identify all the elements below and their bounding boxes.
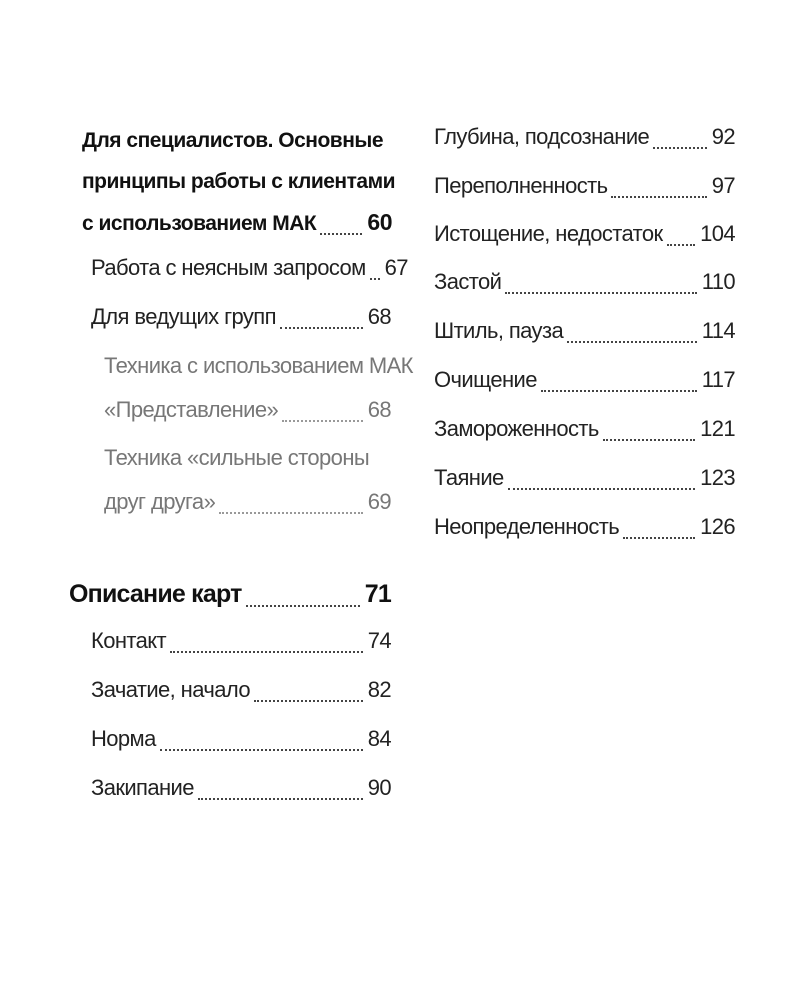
page-number: 60	[367, 209, 392, 235]
toc-entry-label: принципы работы с клиентами	[82, 170, 396, 193]
toc-entry-label: Работа с неясным запросом	[91, 255, 366, 280]
toc-entry-stagnation[interactable]	[434, 269, 735, 295]
page-number: 117	[701, 367, 735, 392]
toc-entry-label: Застой	[434, 269, 502, 294]
dot-leader	[282, 420, 363, 422]
toc-entry-conception[interactable]	[91, 677, 391, 703]
page-number: 123	[700, 465, 735, 490]
toc-entry-group-leaders[interactable]	[91, 304, 391, 330]
page-number: 68	[367, 304, 391, 329]
toc-entry-depth[interactable]	[434, 124, 735, 150]
toc-entry-label: Для ведущих групп	[91, 304, 276, 329]
toc-entry-label: Таяние	[434, 465, 504, 490]
toc-entry-calm[interactable]	[434, 318, 735, 344]
toc-entry-label: Техника с использованием МАК	[104, 353, 413, 378]
toc-entry-thawing[interactable]	[434, 465, 735, 491]
toc-entry-label: с использованием МАК	[82, 212, 317, 235]
dot-leader	[160, 749, 363, 751]
page-number: 126	[700, 514, 735, 539]
page-number: 90	[367, 775, 391, 800]
toc-entry-label: Замороженность	[434, 416, 599, 441]
toc-entry-uncertainty[interactable]	[434, 514, 735, 540]
page-number: 67	[384, 255, 408, 280]
toc-entry-label: Норма	[91, 726, 156, 751]
toc-entry-label: Техника «сильные стороны	[104, 445, 370, 470]
toc-entry-label: Закипание	[91, 775, 194, 800]
toc-entry-label: Зачатие, начало	[91, 677, 250, 702]
dot-leader	[280, 327, 363, 329]
page-number: 84	[367, 726, 391, 751]
page-number: 114	[701, 318, 735, 343]
dot-leader	[567, 341, 697, 343]
dot-leader	[653, 147, 707, 149]
toc-entry-technique-presentation[interactable]	[104, 344, 413, 432]
toc-entry-cleansing[interactable]	[434, 367, 735, 393]
dot-leader	[246, 605, 360, 607]
page-number: 110	[701, 269, 735, 294]
dot-leader	[623, 537, 695, 539]
dot-leader	[254, 700, 363, 702]
dot-leader	[370, 278, 380, 280]
dot-leader	[320, 233, 362, 235]
toc-entry-unclear-request[interactable]	[91, 255, 408, 281]
toc-entry-frozenness[interactable]	[434, 416, 735, 442]
toc-entry-overflow[interactable]	[434, 173, 735, 199]
toc-entry-label: Глубина, подсознание	[434, 124, 650, 149]
toc-entry-label: Для специалистов. Основные	[82, 129, 384, 152]
page-number: 82	[367, 677, 391, 702]
page-number: 71	[364, 580, 391, 608]
dot-leader	[170, 651, 363, 653]
toc-entry-label: Штиль, пауза	[434, 318, 564, 343]
dot-leader	[541, 390, 697, 392]
toc-entry-label: друг друга»	[104, 489, 216, 514]
toc-entry-label: Контакт	[91, 628, 167, 653]
page-number: 74	[367, 628, 391, 653]
page-number: 69	[367, 489, 391, 514]
dot-leader	[667, 244, 696, 246]
page-number: 92	[711, 124, 735, 149]
page-number: 121	[700, 416, 735, 441]
toc-entry-exhaustion[interactable]	[434, 221, 735, 247]
toc-entry-specialists[interactable]	[82, 120, 396, 244]
toc-entry-boiling[interactable]	[91, 775, 391, 801]
toc-entry-label: Истощение, недостаток	[434, 221, 663, 246]
toc-entry-label: Неопределенность	[434, 514, 620, 539]
page-number: 104	[700, 221, 735, 246]
toc-entry-label: Описание карт	[69, 580, 242, 608]
toc-entry-label: «Представление»	[104, 397, 279, 422]
dot-leader	[505, 292, 696, 294]
dot-leader	[603, 439, 695, 441]
toc-entry-label: Очищение	[434, 367, 537, 392]
dot-leader	[508, 488, 695, 490]
dot-leader	[219, 512, 363, 514]
page-number: 97	[711, 173, 735, 198]
toc-entry-technique-strengths[interactable]	[104, 436, 391, 524]
page-number: 68	[367, 397, 391, 422]
toc-entry-contact[interactable]	[91, 628, 391, 654]
toc-entry-cards-description[interactable]	[69, 580, 391, 609]
dot-leader	[611, 196, 706, 198]
dot-leader	[198, 798, 363, 800]
toc-entry-label: Переполненность	[434, 173, 608, 198]
toc-entry-norm[interactable]	[91, 726, 391, 752]
